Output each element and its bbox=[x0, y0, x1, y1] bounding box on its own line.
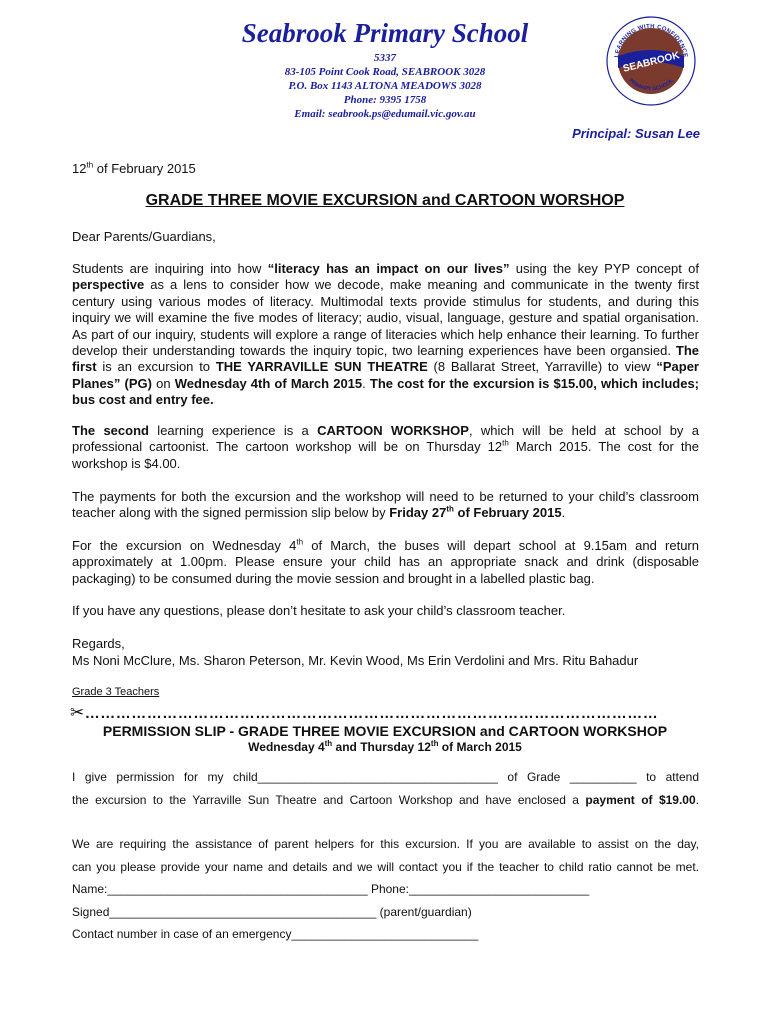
signatories: Ms Noni McClure, Ms. Sharon Peterson, Mr. Kevin Wood, Ms Erin Verdolini and Mrs. Ritu Bahadur bbox=[72, 653, 639, 668]
helpers-line-1: We are requiring the assistance of parent helpers for this excursion. If you are available to assist on the day, bbox=[72, 837, 699, 851]
logo-name: SEABROOK bbox=[621, 50, 681, 75]
name-phone-field[interactable]: Name:_______________________________________ Phone:___________________________ bbox=[72, 882, 590, 896]
school-code: 5337 bbox=[374, 52, 396, 64]
logo-school: PRIMARY SCHOOL bbox=[627, 77, 675, 93]
school-phone: Phone: 9395 1758 bbox=[343, 94, 427, 106]
school-logo bbox=[606, 16, 696, 106]
salutation: Dear Parents/Guardians, bbox=[72, 229, 216, 244]
emergency-contact-field[interactable]: Contact number in case of an emergency____________________________ bbox=[72, 927, 479, 941]
permission-payment-line: the excursion to the Yarraville Sun Theatre and Cartoon Workshop and have enclosed a payment of $19.00. bbox=[72, 793, 700, 807]
principal: Principal: Susan Lee bbox=[572, 126, 700, 141]
helpers-line-2: can you please provide your name and details and we will contact you if the teacher to child ratio cannot be met. bbox=[72, 860, 699, 874]
paragraph-payments: The payments for both the excursion and the workshop will need to be returned to your child’s classroom teacher along with the signed permission slip below by Friday 27th of February 2015. bbox=[72, 489, 699, 521]
regards: Regards, bbox=[72, 636, 125, 651]
scissors-icon: ✂ bbox=[70, 703, 85, 722]
logo-motto: LEARNING WITH CONFIDENCE bbox=[614, 23, 688, 59]
paragraph-questions: If you have any questions, please don’t hesitate to ask your child’s classroom teacher. bbox=[72, 603, 566, 618]
slip-title: PERMISSION SLIP - GRADE THREE MOVIE EXCURSION and CARTOON WORKSHOP bbox=[102, 723, 668, 739]
letter-title: GRADE THREE MOVIE EXCURSION and CARTOON WORSHOP bbox=[145, 192, 625, 209]
letter-date: 12th of February 2015 bbox=[72, 160, 196, 176]
paragraph-buses: For the excursion on Wednesday 4th of March, the buses will depart school at 9.15am and return approximately at 1.00pm. Please ensure your child has an appropriate snack and drink (disposable packaging) to be consumed during the movie session and brought in a labelled plastic bag. bbox=[72, 537, 699, 586]
school-address: 83-105 Point Cook Road, SEABROOK 3028 bbox=[284, 66, 486, 78]
school-po-box: P.O. Box 1143 ALTONA MEADOWS 3028 bbox=[288, 80, 482, 92]
paragraph-inquiry: Students are inquiring into how “literacy has an impact on our lives” using the key PYP concept of perspective as a lens to consider how we decode, make meaning and communicate in the twenty first century using various modes of literacy. Multimodal texts provide stimulus for students, and during this inquiry we will examine the five modes of literacy; audio, visual, language, gesture and spatial organisation. As part of our inquiry, students will explore a range of literacies which help enhance their learning. To further develop their understanding towards the inquiry topic, two learning experiences have been organsied. The first is an excursion to THE YARRAVILLE SUN THEATRE (8 Ballarat Street, Yarraville) to view “Paper Planes” (PG) on Wednesday 4th of March 2015. The cost for the excursion is $15.00, which includes; bus cost and entry fee. bbox=[72, 261, 700, 408]
paragraph-workshop: The second learning experience is a CARTOON WORKSHOP, which will be held at school by a professional cartoonist. The cartoon workshop will be on Thursday 12th March 2015. The cost for the workshop is $4.00. bbox=[72, 423, 699, 471]
permission-child-line: I give permission for my child____________________________________ of Grade __________ to attend bbox=[72, 770, 699, 784]
grade-teachers: Grade 3 Teachers bbox=[72, 686, 160, 698]
school-name: Seabrook Primary School bbox=[241, 18, 529, 48]
school-email: Email: seabrook.ps@edumail.vic.gov.au bbox=[294, 108, 476, 120]
signature-field[interactable]: Signed________________________________________ (parent/guardian) bbox=[72, 905, 472, 919]
slip-subtitle: Wednesday 4th and Thursday 12th of March 2015 bbox=[248, 739, 522, 754]
cut-line: ✂………………………………………………………………………………………………… bbox=[70, 703, 659, 722]
